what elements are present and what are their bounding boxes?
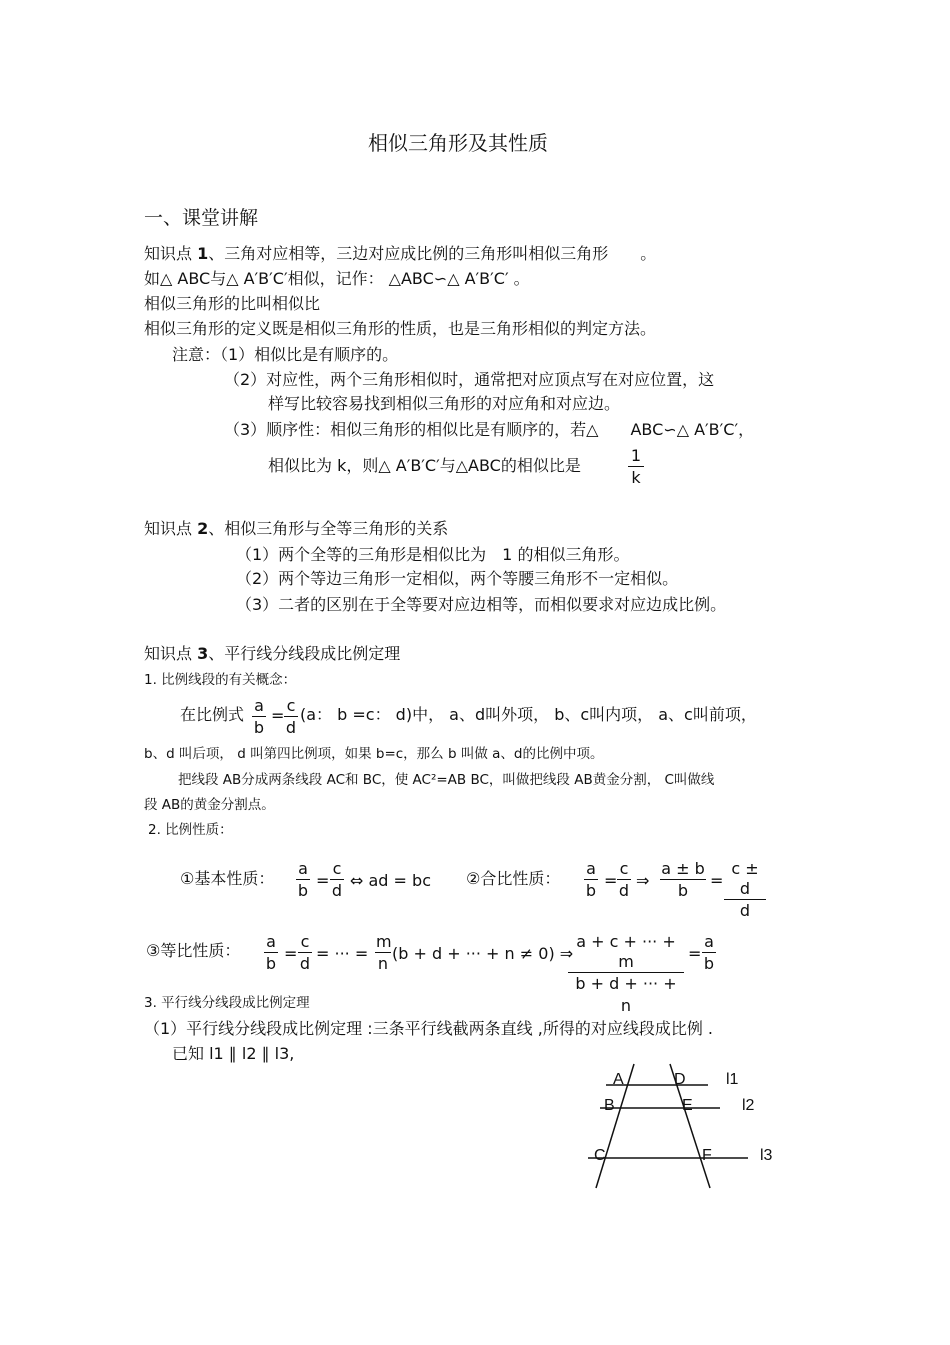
section-heading: 一、课堂讲解 xyxy=(144,207,259,229)
label-A: A xyxy=(613,1071,624,1088)
combine-fraction-c-pm-d: $\frac{c \pm d}{d}$ xyxy=(724,859,766,922)
page-title: 相似三角形及其性质 xyxy=(368,131,548,155)
equal-equals: = xyxy=(284,944,298,963)
combine-equals-2: = xyxy=(710,871,724,890)
kp1-line3: 相似三角形的比叫相似比 xyxy=(144,294,321,313)
basic-tail: ⇔ ad = bc xyxy=(350,871,431,890)
kp3-line-b: b、d 叫后项， d 叫第四比例项，如果 b=c，那么 b 叫做 a、d的比例中项。 xyxy=(144,746,604,762)
equal-fraction-a-b: $\frac{a}{b}$ xyxy=(265,932,277,973)
label-l3: l3 xyxy=(760,1147,773,1164)
kp2-label: 知识点 xyxy=(144,519,193,538)
basic-fraction-a-b: $\frac{a}{b}$ xyxy=(297,859,309,900)
fraction-numerator: 1 xyxy=(628,446,644,467)
kp1-number: 1 xyxy=(197,244,209,263)
combine-implies: ⇒ xyxy=(636,871,650,890)
equal-fraction-sum: $\frac{a + c + \cdot\cdot\cdot + m}{b + d + \cdot\cdot\cdot + n}$ xyxy=(568,932,684,1017)
kp1-line2: 如△ ABC与△ A′B′C′相似，记作： △ABC∽△ A′B′C′ 。 xyxy=(144,269,530,288)
golden-line1: 把线段 AB分成两条线段 AC和 BC，使 AC²=AB BC，叫做把线段 AB黄金分割， C叫做线 xyxy=(178,772,715,788)
combine-fraction-a-b: $\frac{a}{b}$ xyxy=(585,859,597,900)
equal-property-label: ③等比性质： xyxy=(146,941,241,960)
kp1-label: 知识点 xyxy=(144,244,193,263)
combine-fraction-a-pm-b: $\frac{a \pm b}{b}$ xyxy=(661,859,705,900)
equal-fraction-m-n: $\frac{m}{n}$ xyxy=(376,932,392,973)
kp2-number: 2 xyxy=(197,519,209,538)
equal-fraction-a-b-2: $\frac{a}{b}$ xyxy=(703,932,715,973)
combine-property-label: ②合比性质： xyxy=(466,869,561,888)
kp1-note2a: （2）对应性，两个三角形相似时，通常把对应顶点写在对应位置，这 xyxy=(224,370,715,389)
label-D: D xyxy=(674,1071,686,1088)
fraction-a-over-b: $\frac{a}{b}$ xyxy=(253,696,265,737)
basic-fraction-c-d: $\frac{c}{d}$ xyxy=(331,859,343,900)
kp1-note3b: 相似比为 k，则△ A′B′C′与△ABC的相似比是 xyxy=(268,456,581,475)
kp3-sub1: 1. 比例线段的有关概念： xyxy=(144,672,297,688)
golden-line2: 段 AB的黄金分割点。 xyxy=(144,797,275,813)
label-C: C xyxy=(594,1147,606,1164)
label-E: E xyxy=(682,1097,693,1114)
kp2-item-3: （3）二者的区别在于全等要对应边相等，而相似要求对应边成比例。 xyxy=(236,595,727,614)
kp3-sub2: 2. 比例性质： xyxy=(148,822,233,838)
equals-sign: = xyxy=(271,706,285,725)
fraction-c-over-d: $\frac{c}{d}$ xyxy=(285,696,297,737)
kp1-note3a: （3）顺序性：相似三角形的相似比是有顺序的，若△ ABC∽△ A′B′C′， xyxy=(224,420,755,439)
kp1-text: 、三角对应相等，三边对应成比例的三角形叫相似三角形 。 xyxy=(208,244,657,263)
basic-property-label: ①基本性质： xyxy=(180,869,275,888)
given-statement: 已知 l1 ∥ l2 ∥ l3, xyxy=(172,1044,295,1063)
kp2-text: 、相似三角形与全等三角形的关系 xyxy=(208,519,449,538)
kp2-item-2: （2）两个等边三角形一定相似，两个等腰三角形不一定相似。 xyxy=(236,569,679,588)
basic-equals: = xyxy=(316,871,330,890)
equal-middle: = ··· = xyxy=(316,944,369,963)
label-B: B xyxy=(604,1097,615,1114)
kp3-text: 、平行线分线段成比例定理 xyxy=(208,644,401,663)
combine-equals: = xyxy=(604,871,618,890)
combine-fraction-c-d: $\frac{c}{d}$ xyxy=(618,859,630,900)
label-l2: l2 xyxy=(742,1097,755,1114)
proportion-suffix: (a： b =c： d)中， a、d叫外项， b、c叫内项， a、c叫前项， xyxy=(300,705,757,724)
kp3-sub3: 3. 平行线分线段成比例定理 xyxy=(144,995,310,1011)
kp1-note2b: 样写比较容易找到相似三角形的对应角和对应边。 xyxy=(268,394,621,413)
equal-equals-2: = xyxy=(688,944,702,963)
proportion-prefix: 在比例式 xyxy=(180,705,245,724)
equal-condition: (b + d + ··· + n ≠ 0) ⇒ xyxy=(392,944,574,963)
kp1-note1: 注意：（1）相似比是有顺序的。 xyxy=(172,345,399,364)
theorem-statement: （1）平行线分线段成比例定理 :三条平行线截两条直线 ,所得的对应线段成比例 . xyxy=(144,1019,714,1038)
fraction-denominator: k xyxy=(631,468,641,487)
kp1-line4: 相似三角形的定义既是相似三角形的性质，也是三角形相似的判定方法。 xyxy=(144,319,657,338)
label-F: F xyxy=(702,1147,712,1164)
kp3-label: 知识点 xyxy=(144,644,193,663)
equal-fraction-c-d: $\frac{c}{d}$ xyxy=(299,932,311,973)
label-l1: l1 xyxy=(726,1071,739,1088)
kp3-number: 3 xyxy=(197,644,209,663)
kp2-item-1: （1）两个全等的三角形是相似比为 1 的相似三角形。 xyxy=(236,545,630,564)
